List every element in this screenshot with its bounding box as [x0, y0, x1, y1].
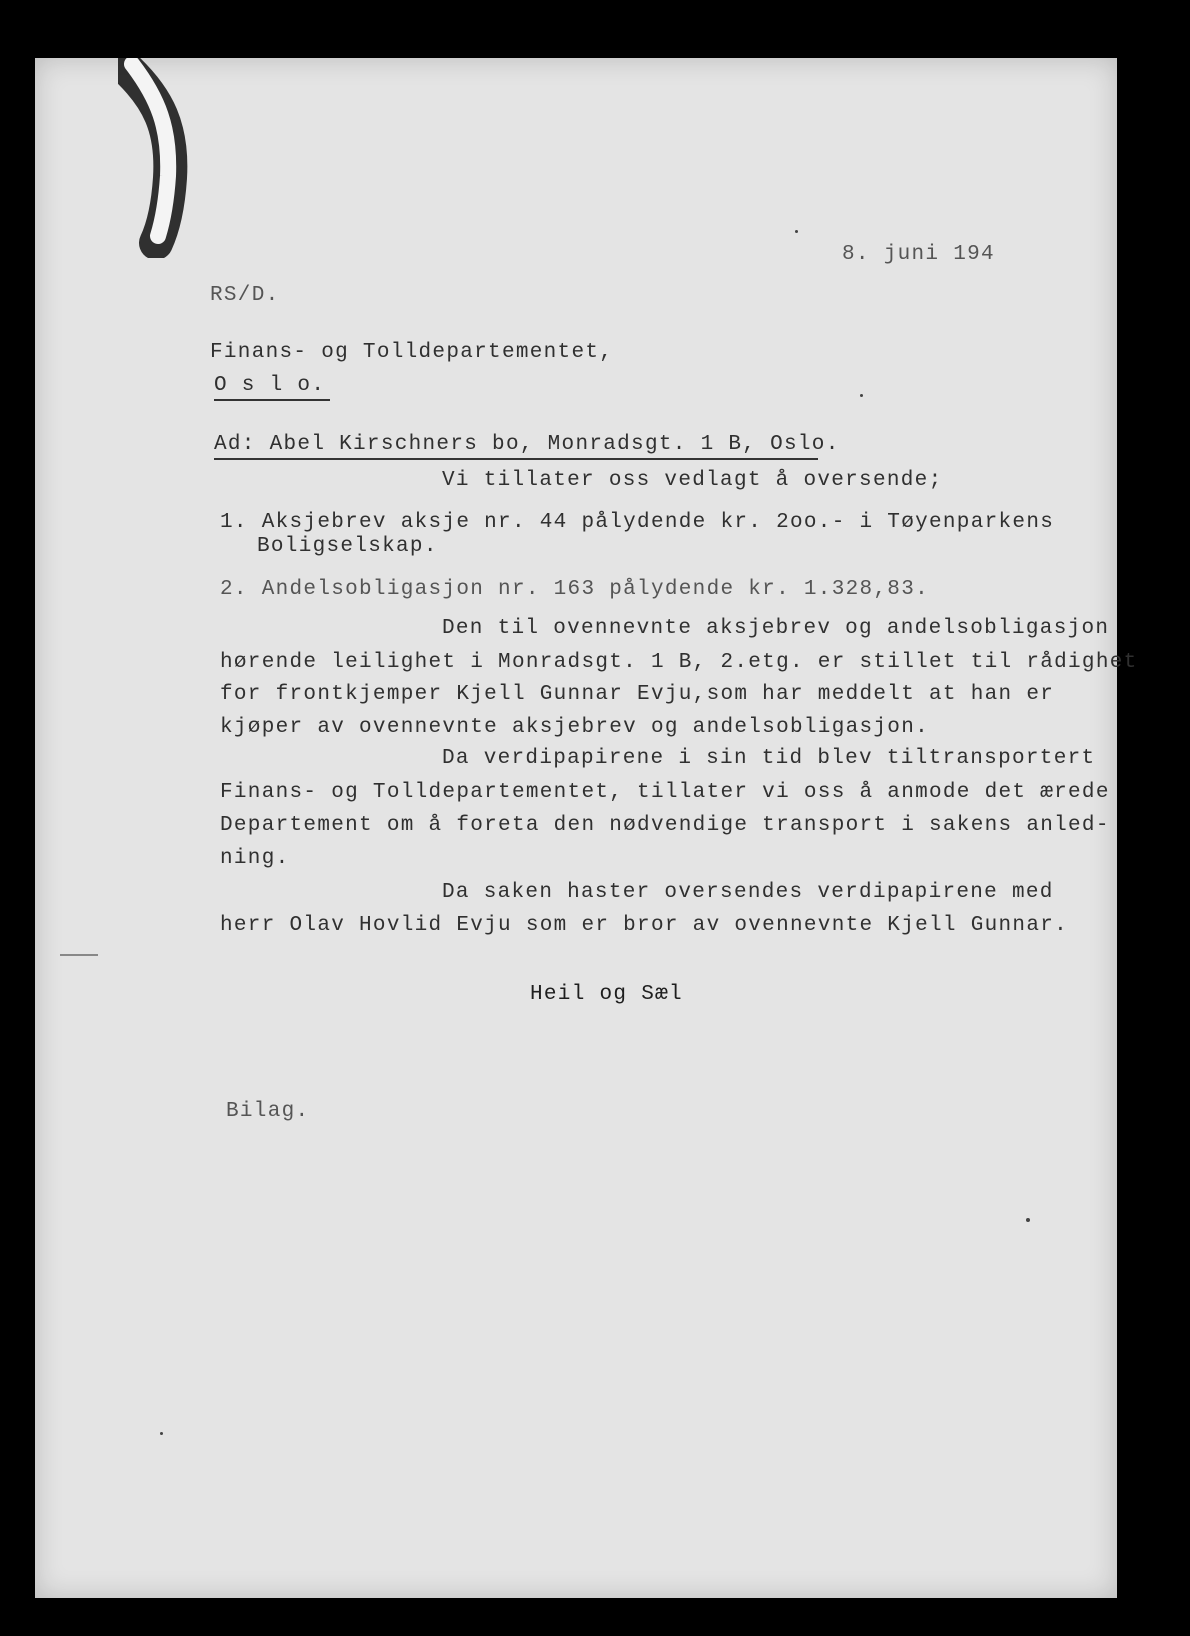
paragraph-2-line-3: Departement om å foreta den nødvendige transport i sakens anled-	[220, 814, 1110, 837]
enclosure-item-2: 2. Andelsobligasjon nr. 163 pålydende kr. 1.328,83.	[220, 578, 930, 601]
fastening-ribbon	[118, 58, 218, 258]
paragraph-1-line-2: hørende leilighet i Monradsgt. 1 B, 2.etg. er stillet til rådighet	[220, 651, 1138, 674]
enclosure-item-1-cont: Boligselskap.	[257, 535, 438, 558]
paragraph-1-line-4: kjøper av ovennevnte aksjebrev og andelsobligasjon.	[220, 716, 930, 739]
paper-speck	[1026, 1218, 1030, 1222]
paragraph-1-line-3: for frontkjemper Kjell Gunnar Evju,som har meddelt at han er	[220, 683, 1055, 706]
margin-mark	[60, 954, 98, 956]
reference-code: RS/D.	[210, 284, 280, 307]
paragraph-3-line-1: Da saken haster oversendes verdipapirene med	[442, 881, 1054, 904]
paragraph-2-line-1: Da verdipapirene i sin tid blev tiltransportert	[442, 747, 1096, 770]
letter-date: 8. juni 194	[842, 243, 995, 266]
paragraph-1-line-1: Den til ovennevnte aksjebrev og andelsobligasjon	[442, 617, 1110, 640]
paper-speck	[860, 394, 863, 397]
paragraph-3-line-2: herr Olav Hovlid Evju som er bror av ovennevnte Kjell Gunnar.	[220, 914, 1069, 937]
intro-line: Vi tillater oss vedlagt å oversende;	[442, 469, 943, 492]
paper-speck	[795, 230, 798, 233]
paragraph-2-line-4: ning.	[220, 847, 290, 870]
closing-salutation: Heil og Sæl	[530, 983, 683, 1006]
recipient-city: O s l o.	[214, 375, 330, 401]
enclosure-item-1: 1. Aksjebrev aksje nr. 44 pålydende kr. 2oo.- i Tøyenparkens	[220, 511, 1055, 534]
enclosure-label: Bilag.	[226, 1100, 310, 1123]
paragraph-2-line-2: Finans- og Tolldepartementet, tillater vi oss å anmode det ærede	[220, 781, 1110, 804]
recipient-name: Finans- og Tolldepartementet,	[210, 341, 614, 364]
paper-speck	[160, 1432, 163, 1435]
subject-line: Ad: Abel Kirschners bo, Monradsgt. 1 B, Oslo.	[214, 434, 818, 460]
